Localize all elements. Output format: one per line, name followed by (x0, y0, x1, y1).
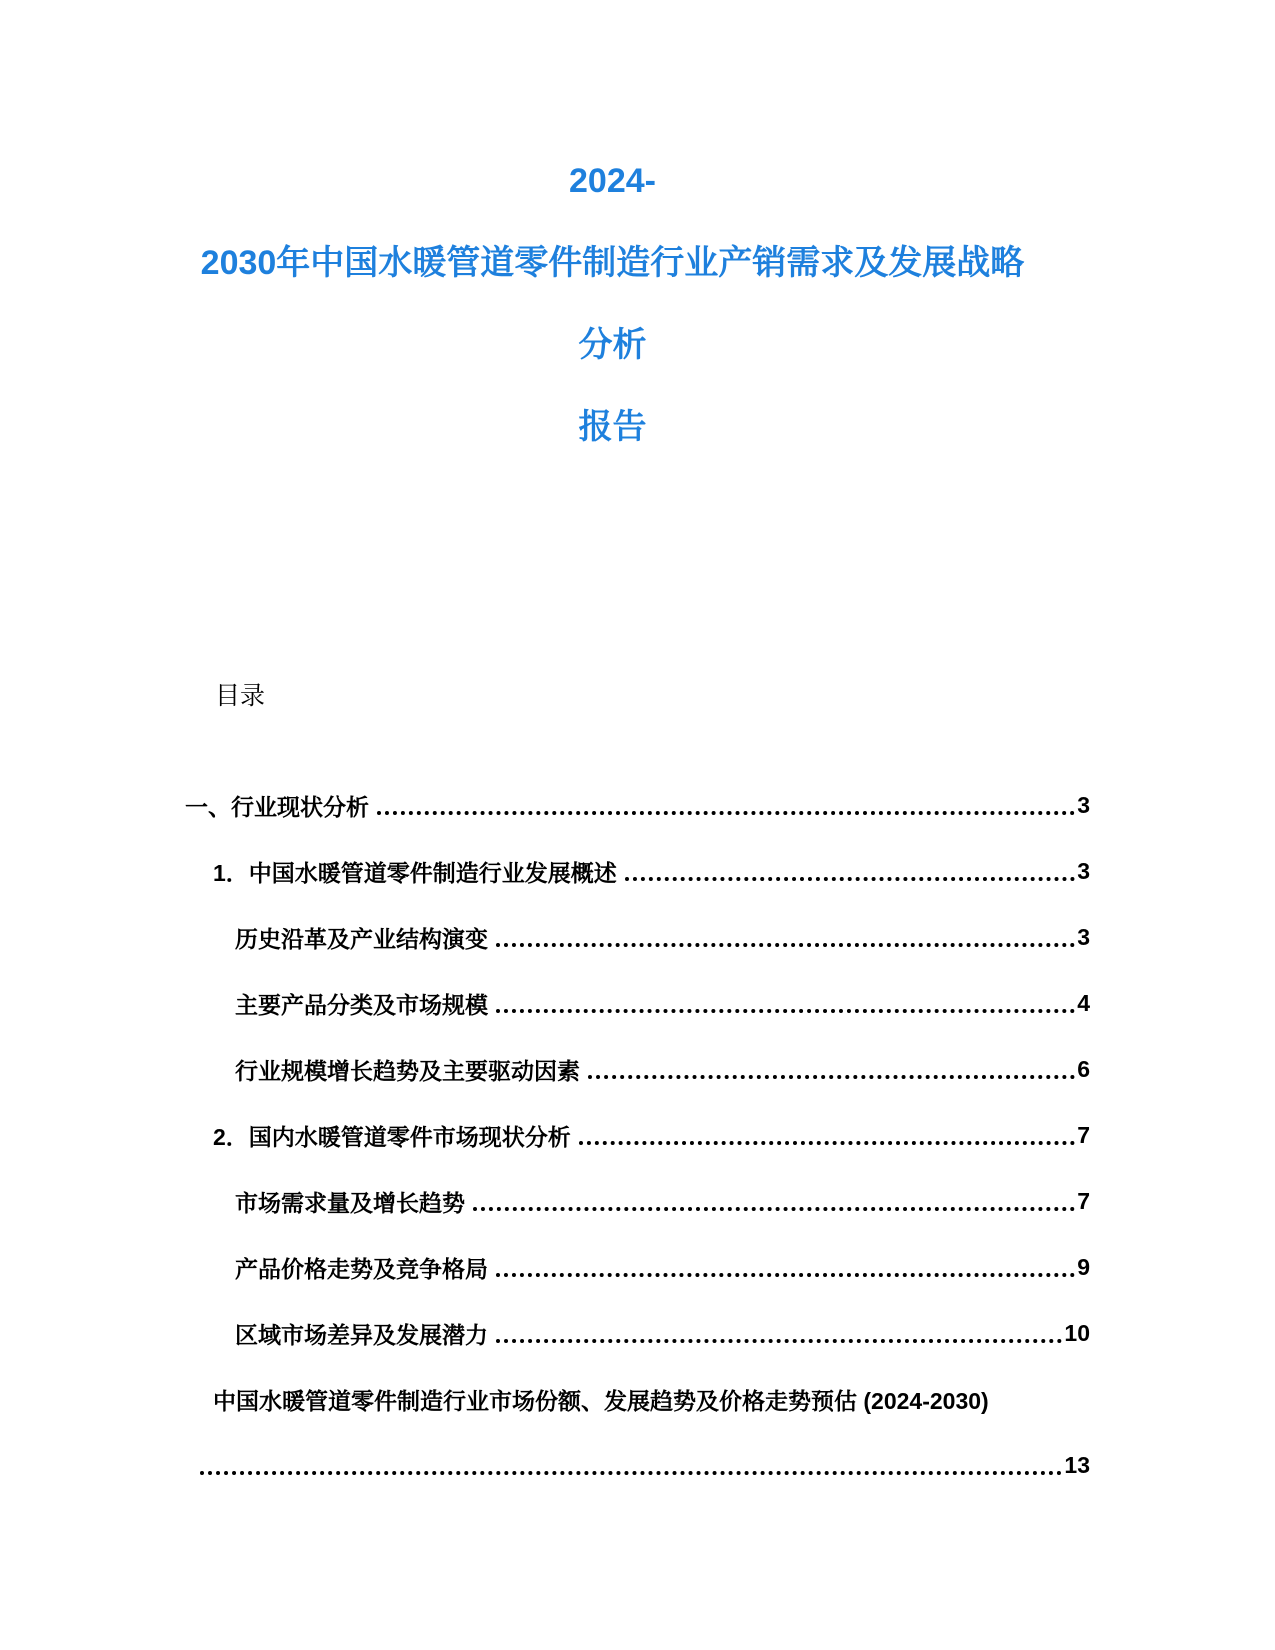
toc-entry-page-number: 3 (1077, 857, 1090, 884)
toc-entry-continuation (185, 1432, 1090, 1498)
toc-entry-page-number: 9 (1077, 1253, 1090, 1280)
toc-entry-label: 市场需求量及增长趋势 (235, 1189, 465, 1216)
toc-dot-leader (588, 1075, 1075, 1079)
toc-entry (185, 1300, 1090, 1366)
report-title-line-1: 2024- (569, 162, 656, 200)
report-title-line-3: 报告 (578, 408, 647, 446)
toc-entry-page-number: 7 (1077, 1187, 1090, 1214)
toc-entry-label: 1．中国水暖管道零件制造行业发展概述 (213, 859, 617, 886)
toc-list (185, 772, 1090, 1498)
toc-dot-leader (496, 1009, 1075, 1013)
toc-entry (185, 904, 1090, 970)
toc-entry-label: 中国水暖管道零件制造行业市场份额、发展趋势及价格走势预估 (2024-2030) (213, 1387, 989, 1414)
toc-heading: 目录 (215, 682, 266, 710)
toc-dot-leader (496, 1339, 1062, 1343)
report-title (185, 140, 1040, 468)
toc-entry (185, 1234, 1090, 1300)
toc-entry (185, 970, 1090, 1036)
toc-entry-page-number: 6 (1077, 1055, 1090, 1082)
toc-entry (185, 1036, 1090, 1102)
toc-dot-leader (496, 943, 1075, 947)
toc-entry-page-number: 10 (1064, 1319, 1090, 1346)
toc-entry-label: 区域市场差异及发展潜力 (235, 1321, 488, 1348)
toc-entry-label: 主要产品分类及市场规模 (235, 991, 488, 1018)
toc-dot-leader (473, 1207, 1075, 1211)
toc-dot-leader (377, 811, 1075, 815)
toc-entry-label: 2．国内水暖管道零件市场现状分析 (213, 1123, 571, 1150)
toc-dot-leader (496, 1273, 1075, 1277)
toc-entry (185, 1366, 1090, 1432)
toc-dot-leader (200, 1471, 1062, 1475)
toc-entry-page-number: 13 (1064, 1451, 1090, 1478)
toc-entry-page-number: 7 (1077, 1121, 1090, 1148)
toc-entry (185, 1168, 1090, 1234)
toc-entry (185, 1102, 1090, 1168)
toc-dot-leader (579, 1141, 1075, 1145)
toc-dot-leader (625, 877, 1075, 881)
toc-entry-page-number: 3 (1077, 923, 1090, 950)
toc-entry-label: 产品价格走势及竞争格局 (235, 1255, 488, 1282)
toc-entry-label: 行业规模增长趋势及主要驱动因素 (235, 1057, 580, 1084)
toc-entry-label: 一、行业现状分析 (185, 793, 369, 820)
toc-entry-label: 历史沿革及产业结构演变 (235, 925, 488, 952)
toc-entry (185, 838, 1090, 904)
toc-entry-page-number: 4 (1077, 989, 1090, 1016)
report-title-line-2: 2030年中国水暖管道零件制造行业产销需求及发展战略分析 (200, 244, 1025, 364)
toc-entry (185, 772, 1090, 838)
toc-entry-page-number: 3 (1077, 791, 1090, 818)
